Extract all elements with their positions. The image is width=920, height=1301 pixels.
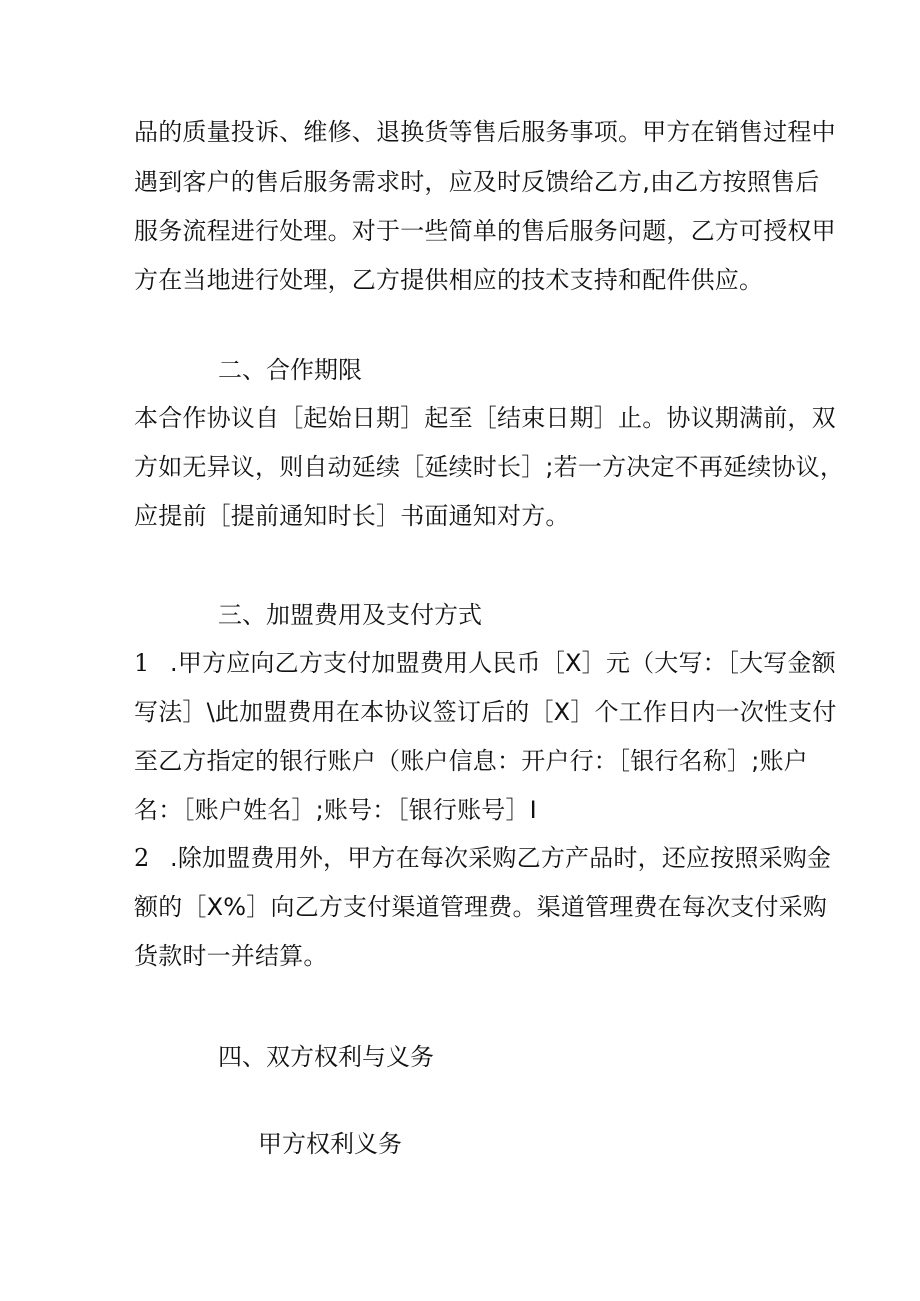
paragraph-line: 应提前［提前通知时长］书面通知对方。 <box>134 502 570 530</box>
section-heading-fees: 三、加盟费用及支付方式 <box>218 601 482 629</box>
section-heading-rights: 四、双方权利与义务 <box>218 1043 434 1071</box>
list-item-number: 2 <box>134 844 150 872</box>
list-item-text: .甲方应向乙方支付加盟费用人民币［X］元（大写：［大写金额 <box>170 649 836 677</box>
paragraph-line: 方如无异议，则自动延续［延续时长］;若一方决定不再延续协议， <box>134 453 845 481</box>
paragraph-line: 额的［X%］向乙方支付渠道管理费。渠道管理费在每次支付采购 <box>134 893 828 921</box>
section-heading-term: 二、合作期限 <box>218 356 362 384</box>
paragraph-line: 方在当地进行处理，乙方提供相应的技术支持和配件供应。 <box>134 266 764 294</box>
list-item-2 <box>134 840 831 876</box>
paragraph-line: 服务流程进行处理。对于一些简单的售后服务问题，乙方可授权甲 <box>134 217 836 245</box>
paragraph-line: 本合作协议自［起始日期］起至［结束日期］止。协议期满前，双 <box>134 404 836 432</box>
paragraph-line: 货款时一并结算。 <box>134 942 328 970</box>
paragraph-line: 遇到客户的售后服务需求时，应及时反馈给乙方,由乙方按照售后 <box>134 168 820 196</box>
paragraph-line: 名：［账户姓名］;账号：［银行账号］I <box>134 796 537 824</box>
paragraph-line: 写法］\此加盟费用在本协议签订后的［X］个工作日内一次性支付 <box>134 698 837 726</box>
subsection-heading: 甲方权利义务 <box>258 1130 402 1158</box>
paragraph-line: 至乙方指定的银行账户（账户信息：开户行：［银行名称］;账户 <box>134 747 808 775</box>
paragraph-line: 品的质量投诉、维修、退换货等售后服务事项。甲方在销售过程中 <box>134 118 836 146</box>
list-item-number: 1 <box>134 649 150 677</box>
list-item-text: .除加盟费用外，甲方在每次采购乙方产品时，还应按照采购金 <box>170 844 832 872</box>
list-item-1 <box>134 645 836 681</box>
